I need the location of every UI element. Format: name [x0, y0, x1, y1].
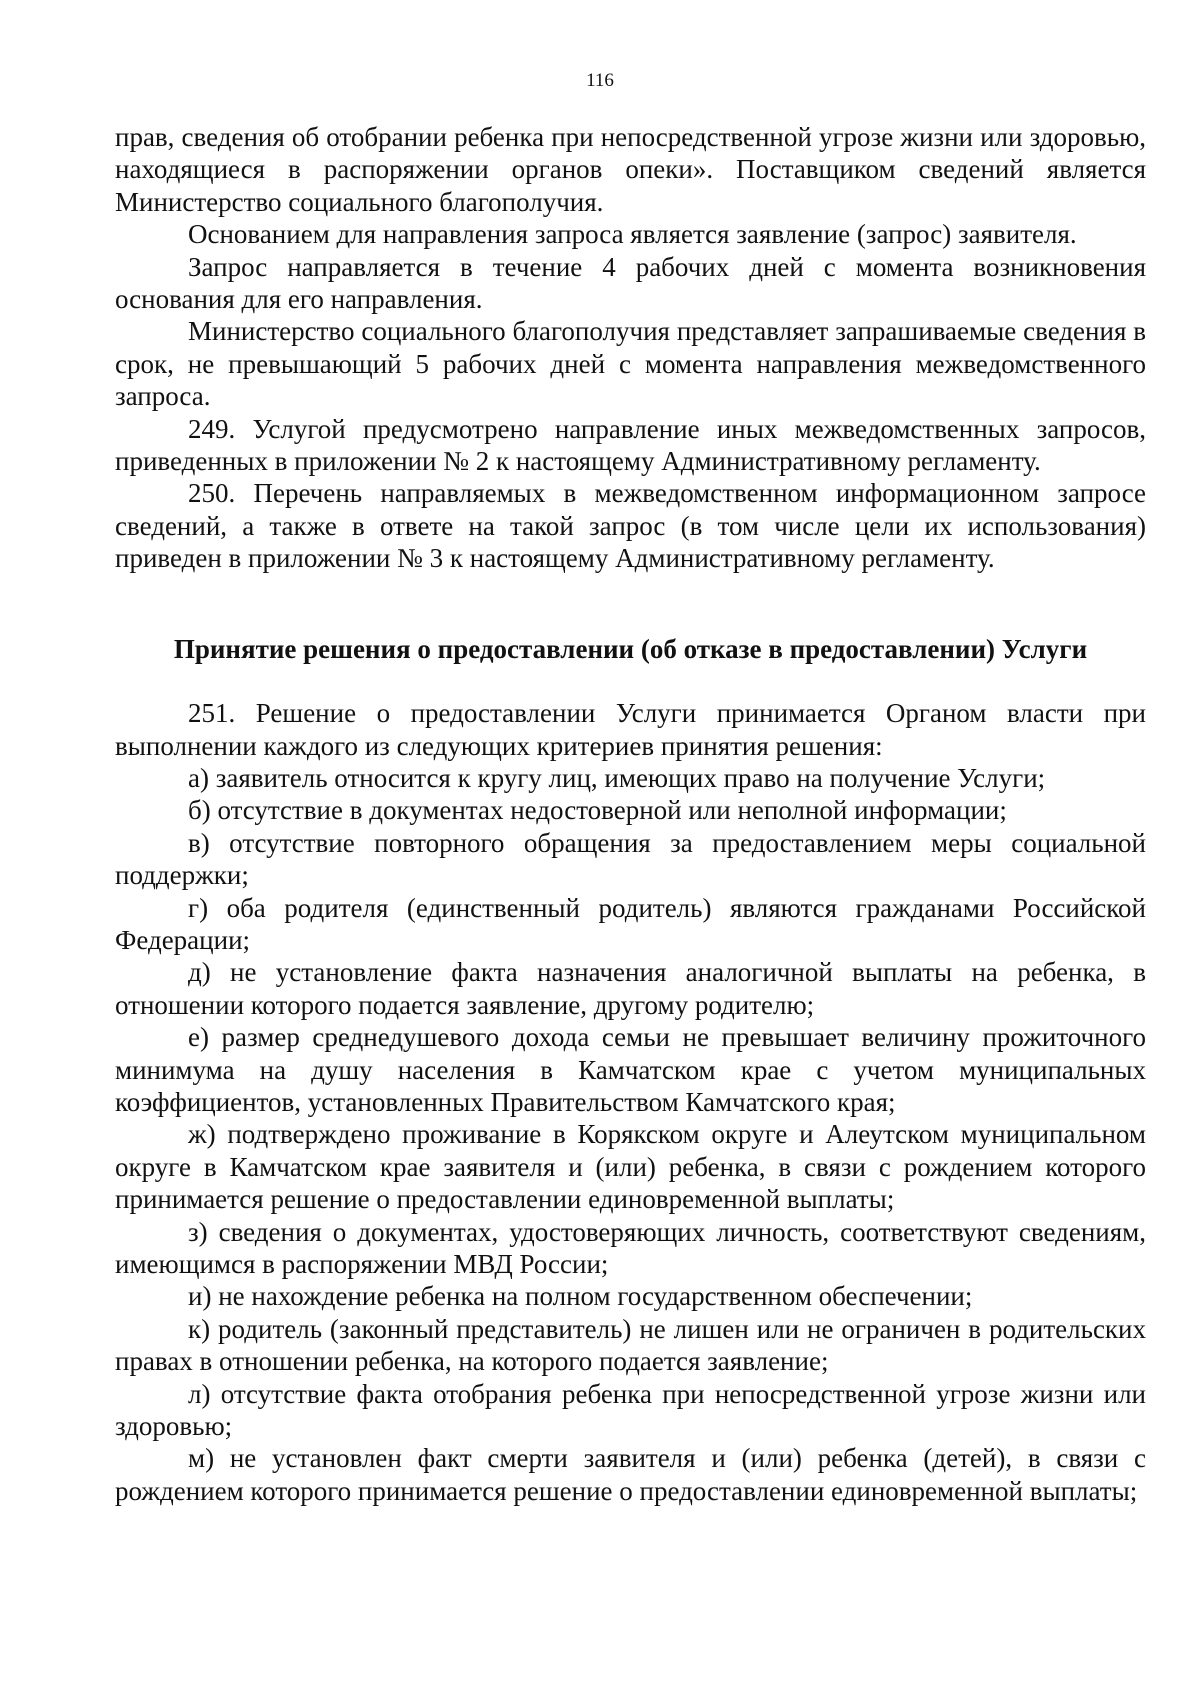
paragraph-ministry-response: Министерство социального благополучия представляет запрашиваемые сведения в срок, не превышающий 5 рабочих дней с момента направления межведомственного запроса.	[115, 316, 1146, 412]
criterion-zh: ж) подтверждено проживание в Корякском округе и Алеутском муниципальном округе в Камчатском крае заявителя и (или) ребенка, в связи с рождением которого принимается решение о предоставлении единовременной выплаты;	[115, 1119, 1146, 1215]
criterion-l: л) отсутствие факта отобрания ребенка при непосредственной угрозе жизни или здоровью;	[115, 1378, 1146, 1442]
criterion-m: м) не установлен факт смерти заявителя и (или) ребенка (детей), в связи с рождением которого принимается решение о предоставлении единовременной выплаты;	[115, 1443, 1146, 1506]
paragraph-request-timing: Запрос направляется в течение 4 рабочих дней с момента возникновения основания для его направления.	[115, 251, 1146, 315]
paragraph-request-basis: Основанием для направления запроса является заявление (запрос) заявителя.	[188, 219, 1077, 250]
document-body	[115, 121, 1146, 1507]
paragraph-continuation: прав, сведения об отобрании ребенка при непосредственной угрозе жизни или здоровью, находящиеся в распоряжении органов опеки». Поставщиком сведений является Министерство социального благополучия.	[115, 122, 1146, 217]
criterion-e: е) размер среднедушевого дохода семьи не превышает величину прожиточного минимума на душу населения в Камчатском крае с учетом муниципальных коэффициентов, установленных Правительством Камчатского края;	[115, 1022, 1146, 1117]
paragraph-250: 250. Перечень направляемых в межведомственном информационном запросе сведений, а также в ответе на такой запрос (в том числе цели их использования) приведен в приложении № 3 к настоящему Административному регламенту.	[115, 478, 1146, 574]
paragraph-249: 249. Услугой предусмотрено направление иных межведомственных запросов, приведенных в приложении № 2 к настоящему Административному регламенту.	[115, 413, 1146, 477]
criterion-a: а) заявитель относится к кругу лиц, имеющих право на получение Услуги;	[188, 762, 1046, 793]
criterion-b: б) отсутствие в документах недостоверной или неполной информации;	[188, 795, 1007, 826]
criterion-i: и) не нахождение ребенка на полном государственном обеспечении;	[188, 1281, 973, 1312]
paragraph-251: 251. Решение о предоставлении Услуги принимается Органом власти при выполнении каждого из следующих критериев принятия решения:	[115, 698, 1146, 761]
criterion-d: д) не установление факта назначения аналогичной выплаты на ребенка, в отношении которого подается заявление, другому родителю;	[115, 957, 1146, 1020]
criterion-z: з) сведения о документах, удостоверяющих личность, соответствуют сведениям, имеющимся в распоряжении МВД России;	[115, 1216, 1146, 1279]
section-heading: Принятие решения о предоставлении (об отказе в предоставлении) Услуги	[173, 633, 1088, 664]
criterion-k: к) родитель (законный представитель) не лишен или не ограничен в родительских правах в отношении ребенка, на которого подается заявление;	[115, 1313, 1146, 1377]
criterion-v: в) отсутствие повторного обращения за предоставлением меры социальной поддержки;	[115, 827, 1146, 891]
criterion-g: г) оба родителя (единственный родитель) являются гражданами Российской Федерации;	[115, 892, 1146, 955]
page-number: 116	[586, 70, 614, 91]
